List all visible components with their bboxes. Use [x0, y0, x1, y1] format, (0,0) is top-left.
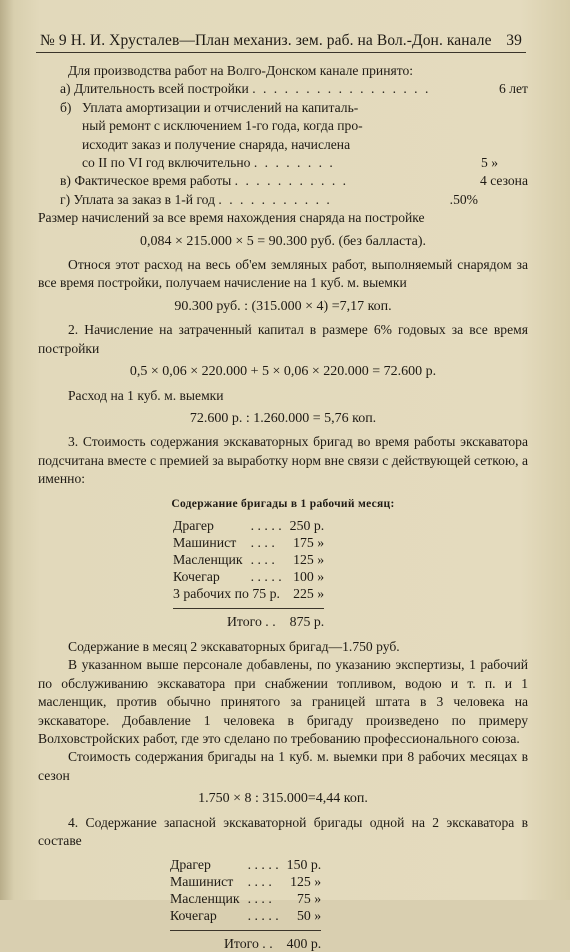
item-label: а) — [60, 81, 71, 97]
assumption-b — [60, 99, 528, 173]
table-row: Машинист . . . . 175 » — [173, 534, 325, 550]
section-3-paragraph: 3. Стоимость содержания экскаваторных бригад во время работы экскаватора подсчитана вместе с премией за выработку норм вне связи с действующей сеткою, а именно: — [38, 434, 528, 487]
table-row: Кочегар . . . . . 100 » — [173, 568, 325, 584]
header-title: № 9 Н. И. Хрусталев—План механиз. зем. раб. на Вол.-Дон. канале — [40, 32, 492, 49]
section-2-paragraph: 2. Начисление на затраченный капитал в размере 6% годовых за все время постройки — [38, 322, 528, 356]
expense-paragraph: Расход на 1 куб. м. выемки — [68, 387, 224, 403]
item-label: г) — [60, 191, 71, 207]
item-label: б) — [60, 99, 72, 115]
staff-paragraph: В указанном выше персонале добавлены, по указанию экспертизы, 1 рабочий по обслуживанию экскаватора при снабжении топливом, водою и т. п. и 1 масленщик, против обычно принятого за границей штата в 3 человека на экскаваторе. Добавление 1 человека в бригаду произведено по примеру Волховстройских работ, где это сделано по требованию профессионального союза. — [38, 657, 528, 746]
formula-4: 72.600 р. : 1.260.000 = 5,76 коп. — [189, 410, 377, 426]
dot-leader: . . . . . . . . . . . — [234, 173, 349, 189]
table-row: Масленщик . . . . 125 » — [173, 551, 325, 567]
assumption-v — [60, 172, 528, 190]
table-row: Кочегар . . . . . 50 » — [170, 908, 322, 924]
reserve-brigade-table — [170, 856, 321, 952]
item-value: 5 » — [481, 155, 498, 171]
table-total-row: Итого . . 400 р. — [170, 931, 321, 952]
table-row: Масленщик . . . . 75 » — [170, 891, 322, 907]
dot-leader: . . . . . . . . — [253, 155, 335, 171]
formula-5: 1.750 × 8 : 315.000=4,44 коп. — [198, 791, 368, 807]
body-text — [38, 62, 528, 952]
intro-paragraph: Для производства работ на Волго-Донском канале принято: — [68, 63, 414, 78]
assumptions-list — [38, 80, 528, 209]
assumption-a — [60, 80, 528, 98]
formula-3: 0,5 × 0,06 × 220.000 + 5 × 0,06 × 220.000 = 72.600 р. — [129, 364, 437, 380]
table-row: Машинист . . . . 125 » — [170, 874, 322, 890]
item-text-line: ный ремонт с исключением 1-го года, когда про- — [82, 118, 363, 134]
item-value: 4 сезона — [480, 173, 528, 189]
allocation-paragraph: Относя этот расход на весь об'ем земляных работ, выполняемый снарядом за все время постройки, получаем начисление на 1 куб. м. выемки — [38, 257, 528, 291]
table-1-title: Содержание бригады в 1 рабочий месяц: — [171, 497, 395, 510]
running-header — [40, 32, 522, 50]
item-text-line: Уплата амортизации и отчислений на капиталь- — [82, 99, 359, 115]
brigade-table — [173, 517, 324, 630]
cost-paragraph: Стоимость содержания бригады на 1 куб. м. выемки при 8 рабочих месяцах в сезон — [38, 749, 528, 783]
assumption-g — [60, 191, 528, 209]
item-text: Фактическое время работы — [74, 173, 232, 189]
accrual-paragraph: Размер начислений за все время нахождения снаряда на постройке — [38, 210, 425, 226]
item-value: 6 лет — [499, 81, 528, 97]
item-label: в) — [60, 173, 71, 189]
formula-2: 90.300 руб. : (315.000 × 4) =7,17 коп. — [174, 298, 392, 314]
formula-1: 0,084 × 215.000 × 5 = 90.300 руб. (без балласта). — [140, 233, 426, 249]
item-text-line: со II по VI год включительно — [82, 155, 251, 171]
page-number: 39 — [506, 32, 522, 49]
dot-leader: . . . . . . . . . . . — [218, 191, 332, 207]
header-rule — [36, 52, 526, 53]
table-row: 3 рабочих по 75 р. 225 » — [173, 585, 325, 601]
section-4-paragraph: 4. Содержание запасной экскаваторной бригады одной на 2 экскаватора в составе — [38, 814, 528, 848]
item-text: Длительность всей постройки — [73, 81, 249, 97]
table-total-row: Итого . . 875 р. — [173, 608, 324, 630]
table-row: Драгер . . . . . 250 р. — [173, 517, 325, 533]
table-row: Драгер . . . . . 150 р. — [170, 857, 322, 873]
item-value: .50% — [449, 191, 478, 207]
dot-leader: . . . . . . . . . . . . . . . . . — [252, 81, 431, 97]
item-text: Уплата за заказ в 1-й год — [73, 191, 216, 207]
monthly-paragraph: Содержание в месяц 2 экскаваторных бригад—1.750 руб. — [68, 638, 400, 654]
item-text-line: исходит заказ и получение снаряда, начислена — [82, 136, 351, 152]
